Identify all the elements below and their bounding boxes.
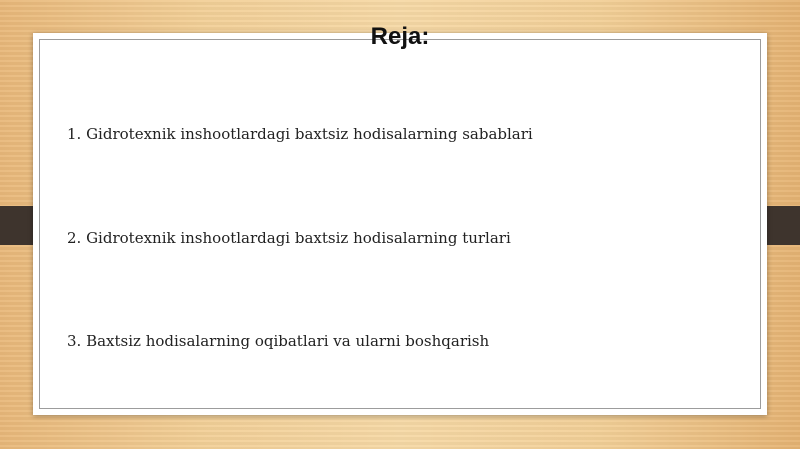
plan-item-3: 3. Baxtsiz hodisalarning oqibatlari va ularni boshqarish (67, 332, 490, 350)
plan-item-1: 1. Gidrotexnik inshootlardagi baxtsiz hodisalarning sabablari (67, 125, 533, 143)
plan-item-2: 2. Gidrotexnik inshootlardagi baxtsiz hodisalarning turlari (67, 229, 511, 247)
slide-title: Reja: (370, 23, 430, 50)
slide-card (33, 33, 767, 415)
